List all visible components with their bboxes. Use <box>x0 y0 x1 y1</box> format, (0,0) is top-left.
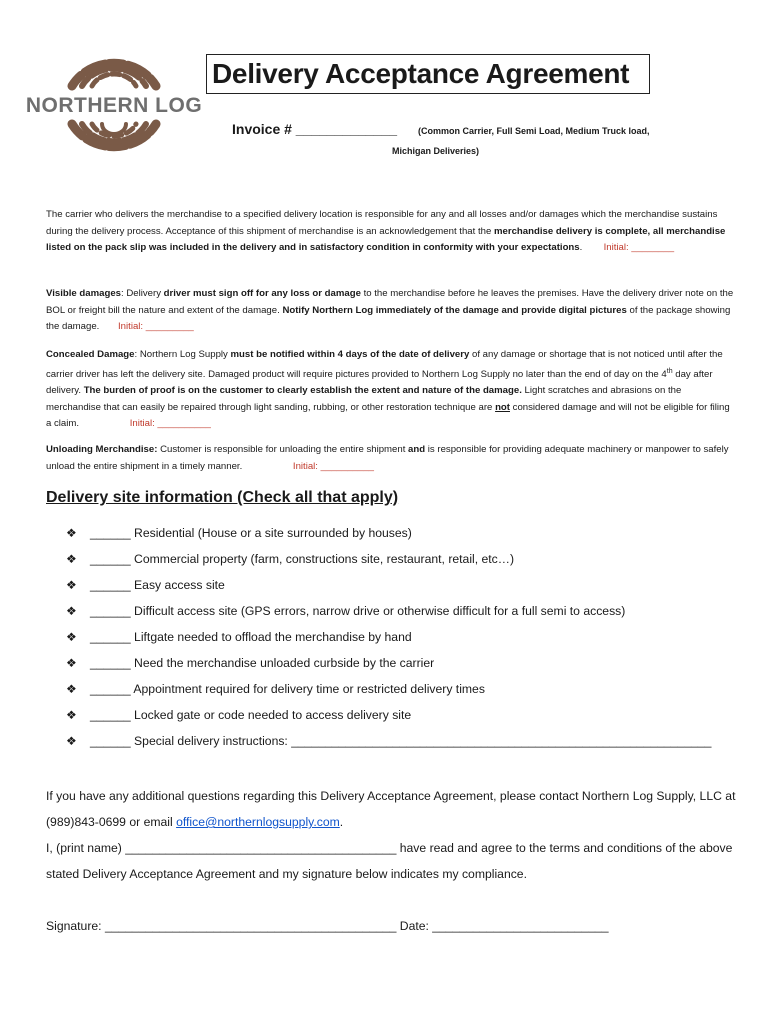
checklist-item-label: ______ Need the merchandise unloaded curbside by the carrier <box>90 656 435 670</box>
intro-bold: merchandise delivery is complete, all merchandise listed on the pack slip was included in the delivery and in satisfactory condition in conformity with your expectations <box>46 225 726 253</box>
unloading-and: and <box>408 444 426 455</box>
initial-field-intro[interactable]: Initial: ________ <box>603 242 675 253</box>
agreement-paragraph[interactable]: I, (print name) ________________________________________ have read and agree to the terms and conditions of the above stated Delivery Acceptance Agreement and my signature below indicates my compliance. <box>46 841 733 881</box>
visible-bold-1: driver must sign off for any loss or damage <box>163 288 361 299</box>
checklist-item-label: ______ Easy access site <box>90 578 225 592</box>
checklist-item[interactable] <box>66 734 711 760</box>
unloading-label: Unloading Merchandise: <box>46 444 158 455</box>
diamond-bullet-icon: ❖ <box>66 708 77 722</box>
concealed-text-4: Light scratches and abrasions on the merchandise that can easily be repaired through light sanding, rubbing, or other restoration technique are <box>46 385 682 413</box>
concealed-bold-2: The burden of proof is on the customer to clearly establish the extent and nature of the damage. <box>83 385 522 397</box>
checklist-item[interactable] <box>66 604 711 630</box>
initial-field-visible[interactable]: Initial: _________ <box>118 321 194 332</box>
concealed-text-2: of any damage or shortage that is not noticed until after the carrier driver has left the delivery site. Damaged product will require pictures provided to Northern Log Supply no later than the end of day on the 4 <box>46 349 723 380</box>
diamond-bullet-icon: ❖ <box>66 734 77 748</box>
intro-text: The carrier who delivers the merchandise to a specified delivery location is responsible for any and all losses and/or damages which the merchandise sustains during the delivery process. Acceptance of this shipment of merchandise is an acknowledgement that the <box>46 209 718 237</box>
diamond-bullet-icon: ❖ <box>66 604 77 618</box>
initial-field-concealed[interactable]: Initial: __________ <box>129 418 211 430</box>
checklist-item[interactable] <box>66 578 711 604</box>
checklist-item[interactable] <box>66 682 711 708</box>
page-title: Delivery Acceptance Agreement <box>212 58 630 89</box>
checklist-item-label: ______ Liftgate needed to offload the merchandise by hand <box>90 630 412 644</box>
questions-paragraph <box>46 783 746 835</box>
invoice-note-2: Michigan Deliveries) <box>392 146 480 156</box>
delivery-site-checklist <box>66 526 711 760</box>
checklist-item[interactable] <box>66 552 711 578</box>
unloading-text-1: Customer is responsible for unloading the entire shipment <box>157 444 409 455</box>
checklist-item[interactable] <box>66 708 711 734</box>
invoice-field[interactable]: Invoice # _____________ <box>232 121 398 137</box>
log-rings-icon <box>25 46 203 168</box>
visible-text-2: to the merchandise before he leaves the premises. Have the delivery driver note on the BOL or freight bill the nature and extent of the damage. <box>46 288 734 316</box>
initial-field-unloading[interactable]: Initial: __________ <box>292 460 374 472</box>
checklist-item-label: ______ Commercial property (farm, constructions site, restaurant, retail, etc…) <box>90 552 515 566</box>
invoice-note: (Common Carrier, Full Semi Load, Medium Truck load, <box>418 126 650 136</box>
diamond-bullet-icon: ❖ <box>66 578 77 592</box>
concealed-sup: th <box>666 367 673 375</box>
visible-bold-2: Notify Northern Log immediately of the damage and provide digital pictures <box>282 304 627 316</box>
diamond-bullet-icon: ❖ <box>66 656 77 670</box>
concealed-text-1: : Northern Log Supply <box>134 349 231 360</box>
checklist-item[interactable] <box>66 630 711 656</box>
concealed-not: not <box>495 401 510 413</box>
visible-text-1: : Delivery <box>121 288 164 299</box>
checklist-item-label: ______ Difficult access site (GPS errors, narrow drive or otherwise difficult for a full semi to access) <box>90 604 626 618</box>
diamond-bullet-icon: ❖ <box>66 526 77 540</box>
visible-text-3: of the package showing the damage. <box>46 304 731 332</box>
email-link[interactable]: office@northernlogsupply.com <box>176 815 340 829</box>
visible-damages-label: Visible damages <box>46 288 122 299</box>
concealed-text-5: considered damage and will not be eligible for filing a claim. <box>46 401 730 430</box>
logo-text: NORTHERN LOG <box>25 94 203 117</box>
diamond-bullet-icon: ❖ <box>66 682 77 696</box>
visible-damages-paragraph <box>46 286 736 336</box>
checklist-item-label: ______ Special delivery instructions: ______________________________________________________________ <box>90 734 712 748</box>
delivery-site-heading: Delivery site information (Check all that apply) <box>46 489 399 506</box>
signature-line[interactable]: Signature: ___________________________________________ Date: __________________________ <box>46 919 609 933</box>
checklist-item-label: ______ Residential (House or a site surrounded by houses) <box>90 526 412 540</box>
concealed-bold-1: must be notified within 4 days of the date of delivery <box>230 349 470 360</box>
checklist-item-label: ______ Appointment required for delivery time or restricted delivery times <box>90 682 485 696</box>
northern-log-logo <box>25 46 203 168</box>
checklist-item[interactable] <box>66 656 711 682</box>
concealed-damage-paragraph <box>46 347 736 433</box>
concealed-text-3: day after delivery. <box>46 368 713 397</box>
checklist-item[interactable] <box>66 526 711 552</box>
questions-text: If you have any additional questions regarding this Delivery Acceptance Agreement, please contact Northern Log Supply, LLC at (989)843-0699 or email <box>46 789 736 829</box>
unloading-paragraph <box>46 442 736 475</box>
unloading-text-2: is responsible for providing adequate machinery or manpower to safely unload the entire shipment in a timely manner. <box>46 444 729 472</box>
questions-end: . <box>339 815 344 829</box>
concealed-damage-label: Concealed Damage <box>46 349 135 360</box>
checklist-item-label: ______ Locked gate or code needed to access delivery site <box>90 708 412 722</box>
diamond-bullet-icon: ❖ <box>66 630 77 644</box>
intro-end: . <box>579 242 583 253</box>
intro-paragraph <box>46 207 736 257</box>
diamond-bullet-icon: ❖ <box>66 552 77 566</box>
